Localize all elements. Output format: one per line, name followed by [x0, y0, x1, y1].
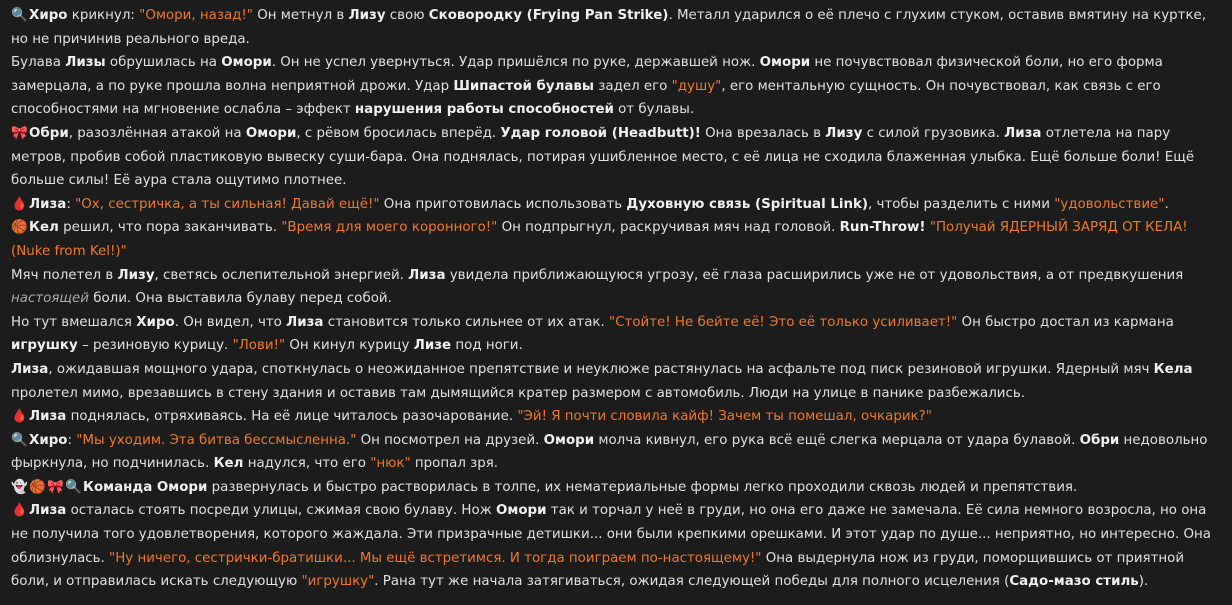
- bold-text: Удар головой (Headbutt)!: [500, 125, 701, 141]
- drop-icon: 🩸: [11, 196, 28, 212]
- bold-text: Омори: [759, 55, 811, 71]
- bold-text: Кел: [213, 456, 244, 472]
- plain-text: свою: [385, 8, 429, 23]
- plain-text: , его ментальную сущность. Он почувствовал, как связь с его способностями на мгновение ослабла – эффект: [11, 78, 1161, 118]
- plain-text: . Металл ударился о её плечо с глухим стуком, оставив вмятину на куртке, но не причинив реального вреда.: [11, 8, 1207, 47]
- ghost-icon: 👻: [11, 479, 28, 495]
- quote-text: "Мы уходим. Эта битва бессмысленна.": [76, 432, 357, 448]
- message-paragraph: [11, 216, 1222, 263]
- plain-text: .: [1164, 196, 1169, 212]
- bold-text: Лиза: [286, 314, 324, 330]
- plain-text: поднялась, отряхиваясь. На её лице читалось разочарование.: [66, 409, 518, 425]
- magnifier-icon: 🔍: [11, 8, 28, 23]
- plain-text: Мяч полетел в: [11, 267, 118, 283]
- bold-text: Кел: [29, 220, 59, 236]
- plain-text: , ожидавшая мощного удара, споткнулась о неожиданное препятствие и неуклюже растянулась на асфальте под писк резиновой игрушки. Ядерный мяч: [48, 361, 1154, 377]
- quote-text: "Стойте! Не бейте её! Это её только усиливает!": [609, 314, 958, 330]
- drop-icon: 🩸: [11, 409, 28, 425]
- bold-text: Лизы: [65, 55, 106, 71]
- plain-text: , с рёвом бросилась вперёд.: [296, 125, 501, 141]
- bold-text: Садо-мазо стиль: [1009, 574, 1139, 590]
- bold-text: нарушения работы способностей: [354, 102, 614, 118]
- bold-text: Лиза: [408, 267, 446, 283]
- plain-text: от булавы.: [613, 102, 695, 118]
- quote-text: "Время для моего коронного!": [281, 220, 498, 236]
- plain-text: . Он не успел увернуться. Удар пришёлся по руке, державшей нож.: [271, 55, 760, 71]
- plain-text: Он подпрыгнул, раскручивая мяч над головой.: [497, 220, 840, 236]
- plain-text: развернулась и быстро растворилась в толпе, их нематериальные формы легко проходили сквозь людей и препятствия.: [207, 479, 1078, 495]
- plain-text: обрушилась на: [105, 55, 222, 71]
- bold-text: Омори: [245, 125, 297, 141]
- bold-text: Лиза: [29, 196, 67, 212]
- bold-text: Лиза: [1004, 125, 1042, 141]
- message-paragraph: [11, 476, 1222, 500]
- bold-text: Лиза: [11, 361, 49, 377]
- quote-text: "нюк": [370, 456, 411, 472]
- bold-text: Омори: [221, 55, 272, 71]
- bold-text: Кела: [1153, 361, 1193, 377]
- plain-text: Он быстро достал из кармана: [957, 314, 1174, 330]
- plain-text: , чтобы разделить с ними: [868, 196, 1055, 212]
- plain-text: :: [67, 432, 77, 448]
- plain-text: осталась стоять посреди улицы, сжимая свою булаву. Нож: [66, 503, 497, 519]
- bold-text: Лизу: [348, 8, 386, 23]
- plain-text: под ноги.: [451, 338, 523, 354]
- plain-text: – резиновую курицу.: [77, 338, 233, 354]
- plain-text: пропал зря.: [410, 456, 499, 472]
- plain-text: надулся, что его: [243, 456, 371, 472]
- quote-text: "Эй! Я почти словила кайф! Зачем ты помешал, очкарик?": [517, 409, 932, 425]
- plain-text: , светясь ослепительной энергией.: [154, 267, 409, 283]
- bold-text: Сковородку (Frying Pan Strike): [428, 8, 669, 23]
- basketball-icon: 🏀: [29, 479, 46, 495]
- plain-text: отлетела на пару метров, пробив собой пластиковую вывеску суши-бара. Она поднялась, потирая ушибленное место, с её лица не сходила блаженная улыбка. Ещё больше боли! Ещё больше силы! Её аура стала ощутимо плотнее.: [11, 125, 1195, 189]
- plain-text: так и торчал у неё в груди, но она его даже не замечала. Её сила немного возросла, но она не получила того удовлетворения, которого жаждала. Эти призрачные детишки... они были крепкими орешками. И этот удар по душе... неприятно, но интересно. Она облизнулась.: [11, 503, 1211, 566]
- bold-text: Лизе: [413, 338, 452, 354]
- bold-text: Обри: [29, 125, 69, 141]
- plain-text: пролетел мимо, врезавшись в стену здания и оставив там дымящийся кратер размером с автомобиль. Люди на улице в панике разбежались.: [11, 385, 1025, 401]
- plain-text: молча кивнул, его рука всё ещё слегка мерцала от удара булавой.: [594, 432, 1080, 448]
- quote-text: "душу": [671, 78, 722, 94]
- message-paragraph: [11, 358, 1222, 405]
- plain-text: решил, что пора заканчивать.: [58, 220, 282, 236]
- message-paragraph: [11, 429, 1222, 476]
- bold-text: Run-Throw!: [839, 220, 926, 236]
- plain-text: Но тут вмешался: [11, 314, 137, 330]
- plain-text: с силой грузовика.: [862, 125, 1005, 141]
- plain-text: Она выдернула нож из груди, поморщившись от приятной боли, и отправилась искать следующую: [11, 550, 1185, 590]
- bold-text: Обри: [1079, 432, 1120, 448]
- message-paragraph: [11, 311, 1222, 358]
- plain-text: Она приготовилась использовать: [379, 196, 627, 212]
- bold-text: Лиза: [29, 409, 67, 425]
- message-paragraph: [11, 405, 1222, 429]
- plain-text: увидела приближающуюся угрозу, её глаза расширились уже не от удовольствия, а от предвкушения: [445, 267, 1184, 283]
- message-paragraph: [11, 193, 1222, 217]
- message-paragraph: [11, 122, 1222, 193]
- plain-text: Булава: [11, 55, 66, 71]
- bold-text: Шипастой булавы: [453, 78, 595, 94]
- message-paragraph: [11, 264, 1222, 311]
- bow-icon: 🎀: [11, 125, 28, 141]
- message-paragraph: [11, 51, 1222, 122]
- plain-text: крикнул:: [67, 8, 140, 23]
- quote-text: "игрушку": [301, 574, 375, 590]
- message-paragraph: [11, 499, 1222, 593]
- plain-text: задел его: [594, 78, 672, 94]
- quote-text: "Лови!": [232, 338, 286, 354]
- quote-text: "Получай ЯДЕРНЫЙ ЗАРЯД ОТ КЕЛА! (Nuke from Kel!)": [11, 220, 1188, 259]
- plain-text: Он метнул в: [252, 8, 349, 23]
- plain-text: боли. Она выставила булаву перед собой.: [88, 291, 392, 307]
- quote-text: "удовольствие": [1054, 196, 1165, 212]
- basketball-icon: 🏀: [11, 220, 28, 236]
- bold-text: Команда Омори: [83, 479, 208, 495]
- message-paragraph: [11, 4, 1222, 51]
- bold-text: Хиро: [136, 314, 175, 330]
- plain-text: становится только сильнее от их атак.: [323, 314, 610, 330]
- plain-text: ).: [1138, 574, 1149, 590]
- quote-text: "Ох, сестричка, а ты сильная! Давай ещё!": [75, 196, 380, 212]
- plain-text: :: [66, 196, 76, 212]
- bold-text: Лиза: [29, 503, 67, 519]
- bow-icon: 🎀: [47, 479, 64, 495]
- plain-text: не почувствовал физической боли, но его форма замерцала, а по руке прошла волна неприятной дрожи. Удар: [11, 55, 1163, 94]
- plain-text: Он посмотрел на друзей.: [356, 432, 544, 448]
- plain-text: . Он видел, что: [174, 314, 287, 330]
- bold-text: Омори: [543, 432, 595, 448]
- italic-text: настоящей: [11, 291, 89, 307]
- plain-text: недовольно фыркнула, но подчинилась.: [11, 432, 1208, 472]
- bold-text: Духовную связь (Spiritual Link): [626, 196, 869, 212]
- magnifier-icon: 🔍: [11, 432, 28, 448]
- plain-text: . Рана тут же начала затягиваться, ожидая следующей победы для полного исцеления (: [374, 574, 1010, 590]
- plain-text: Он кинул курицу: [285, 338, 414, 354]
- bold-text: Лизу: [117, 267, 155, 283]
- plain-text: , разозлённая атакой на: [68, 125, 246, 141]
- magnifier-icon: 🔍: [65, 479, 82, 495]
- bold-text: Хиро: [29, 432, 68, 448]
- drop-icon: 🩸: [11, 503, 28, 519]
- plain-text: Она врезалась в: [700, 125, 826, 141]
- quote-text: "Ну ничего, сестрички-братишки... Мы ещё встретимся. И тогда поиграем по-настоящему!": [109, 550, 762, 566]
- bold-text: Лизу: [825, 125, 863, 141]
- bold-text: Хиро: [29, 8, 68, 23]
- bold-text: игрушку: [11, 338, 78, 354]
- bold-text: Омори: [496, 503, 547, 519]
- quote-text: "Омори, назад!": [139, 8, 253, 23]
